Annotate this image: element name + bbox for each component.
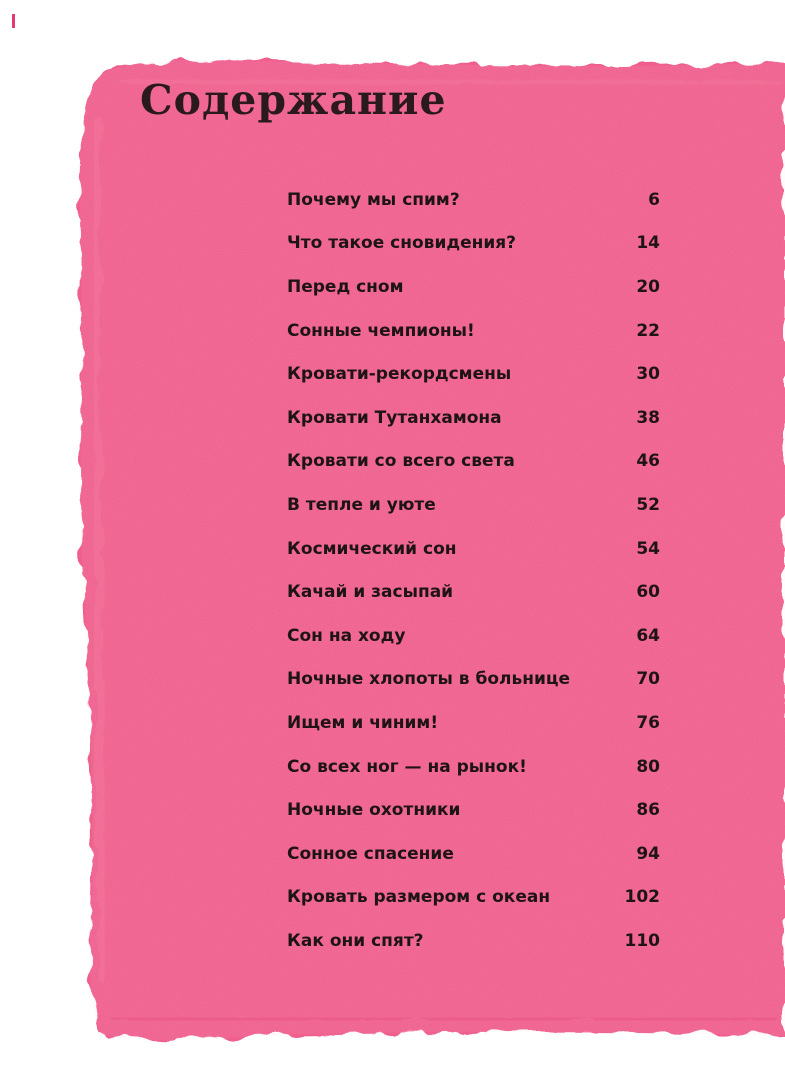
toc-entry[interactable]	[287, 527, 660, 571]
toc-entry-title: Как они спят?	[287, 930, 424, 951]
table-of-contents	[287, 178, 660, 963]
toc-entry[interactable]	[287, 352, 660, 396]
toc-entry-title: Сонное спасение	[287, 843, 454, 864]
toc-entry[interactable]	[287, 396, 660, 440]
toc-entry[interactable]	[287, 265, 660, 309]
toc-entry[interactable]	[287, 222, 660, 266]
toc-entry-title: Качай и засыпай	[287, 582, 454, 603]
toc-entry-page: 6	[648, 189, 660, 210]
toc-entry-page: 60	[636, 582, 660, 603]
toc-entry-page: 30	[636, 364, 660, 385]
toc-entry-title: Кровати Тутанхамона	[287, 407, 502, 428]
toc-entry-title: Сон на ходу	[287, 625, 406, 646]
toc-entry[interactable]	[287, 309, 660, 353]
toc-entry-title: Перед сном	[287, 276, 404, 297]
toc-entry[interactable]	[287, 876, 660, 920]
toc-entry[interactable]	[287, 614, 660, 658]
toc-entry[interactable]	[287, 570, 660, 614]
toc-entry-title: Почему мы спим?	[287, 189, 460, 210]
toc-entry-page: 38	[636, 407, 660, 428]
toc-entry-page: 86	[636, 800, 660, 821]
toc-entry[interactable]	[287, 745, 660, 789]
corner-mark	[12, 14, 15, 28]
toc-entry[interactable]	[287, 919, 660, 963]
toc-entry[interactable]	[287, 701, 660, 745]
toc-entry[interactable]	[287, 178, 660, 222]
toc-entry-title: Космический сон	[287, 538, 457, 559]
toc-entry-page: 46	[636, 451, 660, 472]
toc-entry-title: Со всех ног — на рынок!	[287, 756, 527, 777]
toc-entry[interactable]	[287, 440, 660, 484]
toc-entry-page: 70	[636, 669, 660, 690]
toc-entry[interactable]	[287, 788, 660, 832]
toc-entry-title: В тепле и уюте	[287, 494, 436, 515]
toc-entry-page: 94	[636, 843, 660, 864]
toc-entry-title: Сонные чемпионы!	[287, 320, 475, 341]
toc-entry-page: 14	[636, 233, 660, 254]
toc-entry-title: Ночные хлопоты в больнице	[287, 669, 571, 690]
toc-entry-page: 76	[636, 712, 660, 733]
toc-entry[interactable]	[287, 483, 660, 527]
toc-entry-page: 54	[636, 538, 660, 559]
toc-entry-page: 102	[624, 887, 660, 908]
toc-entry-title: Кровати-рекордсмены	[287, 364, 512, 385]
toc-entry-title: Ночные охотники	[287, 800, 461, 821]
toc-entry[interactable]	[287, 832, 660, 876]
toc-entry-title: Ищем и чиним!	[287, 712, 439, 733]
toc-entry-page: 80	[636, 756, 660, 777]
toc-entry-page: 52	[636, 494, 660, 515]
toc-entry-page: 110	[624, 930, 660, 951]
toc-entry-title: Кровати со всего света	[287, 451, 515, 472]
toc-entry-page: 20	[636, 276, 660, 297]
toc-entry-title: Кровать размером с океан	[287, 887, 551, 908]
toc-entry-page: 22	[636, 320, 660, 341]
toc-entry-page: 64	[636, 625, 660, 646]
page-title: Содержание	[140, 76, 447, 124]
toc-entry[interactable]	[287, 658, 660, 702]
toc-entry-title: Что такое сновидения?	[287, 233, 517, 254]
